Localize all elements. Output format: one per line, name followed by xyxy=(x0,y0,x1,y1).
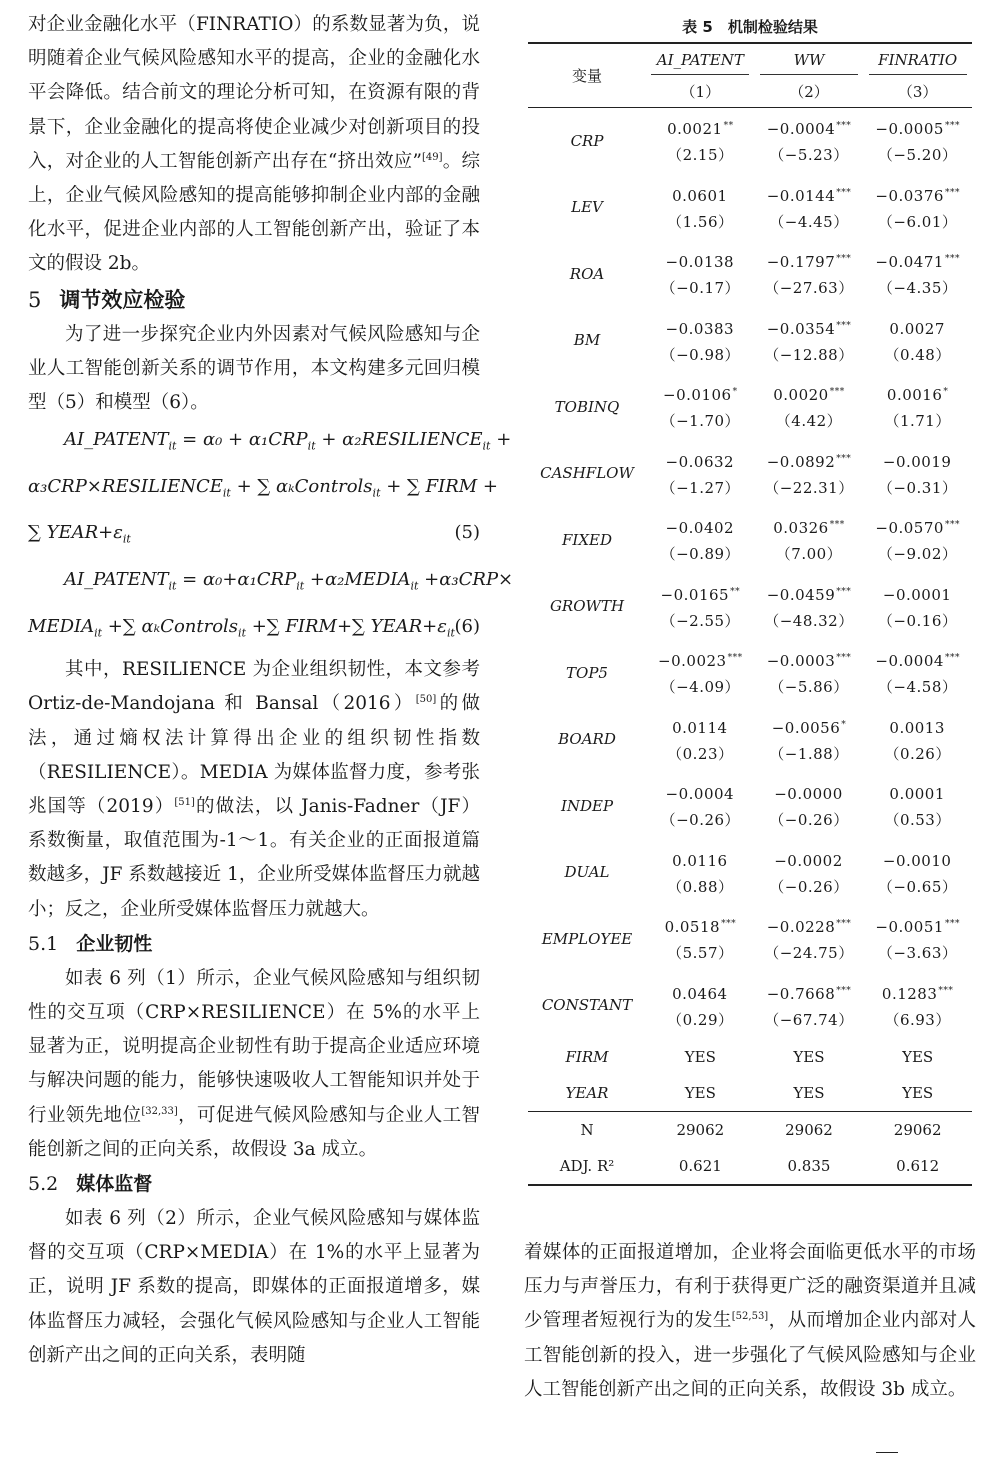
significance-stars: * xyxy=(841,719,847,730)
significance-stars: *** xyxy=(836,586,852,597)
table-row xyxy=(528,706,972,773)
section-heading-5-1 xyxy=(28,927,480,962)
coefficient: −0.0004 xyxy=(875,652,944,671)
t-statistic: （−0.26） xyxy=(769,811,849,830)
variable-name: FIXED xyxy=(562,530,612,549)
table-row xyxy=(528,107,972,174)
coefficient: 0.0020 xyxy=(773,386,829,405)
coefficient-cell xyxy=(646,972,755,1039)
coefficient-cell xyxy=(863,839,972,906)
t-statistic: （−24.75） xyxy=(764,944,854,963)
section-title: 媒体监督 xyxy=(76,1173,153,1196)
fixed-effect-value: YES xyxy=(793,1047,825,1066)
significance-stars: *** xyxy=(836,919,852,930)
coefficient-cell xyxy=(863,241,972,308)
table-row xyxy=(528,174,972,241)
coefficient-cell xyxy=(755,640,864,707)
results-table xyxy=(528,42,972,1186)
column-header: FINRATIO xyxy=(863,43,972,77)
coefficient-cell xyxy=(755,906,864,973)
variable-name: BM xyxy=(573,331,601,350)
fixed-effect-value: YES xyxy=(684,1047,716,1066)
t-statistic: （−0.16） xyxy=(877,611,958,630)
coefficient: −0.0138 xyxy=(665,253,735,272)
table-row xyxy=(528,573,972,640)
paragraph-text: 。综上，企业气候风险感知的提高能够抑制企业内部的金融化水平，促进企业内部的人工智能创新产出，验证了本文的假设 2b。 xyxy=(28,150,480,275)
coefficient-cell xyxy=(646,374,755,441)
coefficient-cell xyxy=(755,241,864,308)
coefficient-cell xyxy=(646,906,755,973)
variable-name: ROA xyxy=(569,264,605,283)
statistic-value: 0.621 xyxy=(678,1156,722,1175)
coefficient-cell xyxy=(755,107,864,174)
coefficient: 0.0021 xyxy=(667,120,723,139)
significance-stars: *** xyxy=(829,520,845,531)
significance-stars: * xyxy=(732,387,738,398)
coefficient-cell xyxy=(863,374,972,441)
significance-stars: * xyxy=(943,387,949,398)
equation-5 xyxy=(28,420,512,560)
coefficient-cell xyxy=(755,374,864,441)
mechanism-test-table xyxy=(528,12,972,1186)
t-statistic: （−67.74） xyxy=(764,1010,854,1029)
coefficient: −0.0019 xyxy=(882,452,952,471)
coefficient-cell xyxy=(755,773,864,840)
t-statistic: （−9.02） xyxy=(877,545,958,564)
equation-number: (5) xyxy=(454,522,480,544)
coefficient: −0.0106 xyxy=(663,386,732,405)
coefficient-cell xyxy=(863,640,972,707)
significance-stars: ** xyxy=(730,586,741,597)
statistic-value: 0.612 xyxy=(896,1156,940,1175)
equation-line: $AI\_PATENT_{it} = \alpha_0 + \alpha_1CRP_{it}$ + $\alpha_2RESILIENCE_{it}$ + xyxy=(64,429,512,453)
significance-stars: *** xyxy=(944,919,960,930)
section-title: 企业韧性 xyxy=(76,932,153,955)
t-statistic: （−1.88） xyxy=(769,744,849,763)
variable-name: CASHFLOW xyxy=(540,464,634,483)
coefficient: −0.0570 xyxy=(875,519,944,538)
t-statistic: （−12.88） xyxy=(764,345,854,364)
variable-name: GROWTH xyxy=(549,597,625,616)
significance-stars: ** xyxy=(723,121,734,132)
significance-stars: *** xyxy=(836,985,852,996)
page-footer-rule xyxy=(876,1452,898,1453)
variable-name: LEV xyxy=(571,198,603,217)
fixed-effect-value: YES xyxy=(902,1047,934,1066)
coefficient: −0.0228 xyxy=(766,918,836,937)
citation: [52,53] xyxy=(731,1311,769,1323)
coefficient: 0.0013 xyxy=(889,718,945,737)
coefficient: 0.0518 xyxy=(664,918,721,937)
t-statistic: （−5.20） xyxy=(877,146,958,165)
t-statistic: （2.15） xyxy=(667,146,734,165)
equation-line: $\alpha_3CRP\times RESILIENCE_{it}$ + ∑ αₖControls$_{it}$ + ∑ FIRM + xyxy=(28,475,498,500)
coefficient: −0.0056 xyxy=(771,718,841,737)
table-row xyxy=(528,307,972,374)
coefficient: −0.0010 xyxy=(882,851,952,870)
coefficient-cell xyxy=(863,107,972,174)
statistic-value: 29062 xyxy=(755,1111,864,1148)
coefficient: −0.1797 xyxy=(766,253,836,272)
citation: [51] xyxy=(174,796,195,808)
coefficient-cell xyxy=(863,174,972,241)
coefficient: −0.0002 xyxy=(774,851,843,870)
significance-stars: *** xyxy=(944,653,960,664)
table-body xyxy=(528,107,972,1185)
coefficient: 0.1283 xyxy=(881,984,938,1003)
coefficient: −0.0003 xyxy=(766,652,836,671)
statistic-row xyxy=(528,1148,972,1185)
fixed-effect-value: YES xyxy=(793,1083,825,1102)
section-number: 5.2 xyxy=(28,1173,59,1196)
coefficient: 0.0116 xyxy=(672,851,728,870)
t-statistic: （−0.98） xyxy=(660,345,741,364)
paragraph-model-intro: 为了进一步探究企业内外因素对气候风险感知与企业人工智能创新关系的调节作用，本文构建多元回归模型（5）和模型（6）。 xyxy=(28,323,480,414)
t-statistic: （−0.26） xyxy=(660,811,741,830)
t-statistic: （−4.45） xyxy=(769,212,849,231)
coefficient-cell xyxy=(755,706,864,773)
table-row xyxy=(528,241,972,308)
coefficient-cell xyxy=(863,706,972,773)
table-row xyxy=(528,640,972,707)
t-statistic: （5.57） xyxy=(667,944,734,963)
equation-line: ∑ $YEAR+\varepsilon_{it}$ (5) xyxy=(28,513,480,560)
coefficient-cell xyxy=(755,174,864,241)
coefficient: −0.0005 xyxy=(875,120,944,139)
t-statistic: （−0.31） xyxy=(877,478,958,497)
table-row xyxy=(528,972,972,1039)
significance-stars: *** xyxy=(721,919,737,930)
paragraph-media: 如表 6 列（2）所示，企业气候风险感知与媒体监督的交互项（CRP×MEDIA）在 1%的水平上显著为正，说明 JF 系数的提高，即媒体的正面报道增多，媒体监督压力减轻，会强化气候风险感知与企业人工智能创新产出之间的正向关系，表明随 xyxy=(28,1208,480,1366)
paragraph-resilience: 如表 6 列（1）所示，企业气候风险感知与组织韧性的交互项（CRP×RESILIENCE）在 5%的水平上显著为正，说明提高企业韧性有助于提高企业适应环境与解决问题的能力，能够快速吸收人工智能知识并处于行业领先地位[32,33]，可促进气候风险感知与企业人工智能创新之间的正向关系，故假设 3a 成立。 xyxy=(28,967,480,1160)
coefficient: 0.0114 xyxy=(672,718,728,737)
citation: [50] xyxy=(415,694,437,706)
coefficient: −0.0459 xyxy=(766,585,836,604)
significance-stars: *** xyxy=(836,453,852,464)
significance-stars: *** xyxy=(944,520,960,531)
coefficient: −0.0051 xyxy=(875,918,944,937)
coefficient: −0.0383 xyxy=(665,319,735,338)
paragraph-text: 对企业金融化水平（FINRATIO）的系数显著为负，说明随着企业气候风险感知水平的提高，企业的金融化水平会降低。结合前文的理论分析可知，在资源有限的背景下，企业金融化的提高将使企业减少对创新项目的投入，对企业的人工智能创新产出存在“挤出效应” xyxy=(28,14,480,172)
section-heading-5-2 xyxy=(28,1167,480,1202)
coefficient-cell xyxy=(646,241,755,308)
t-statistic: （−3.63） xyxy=(877,944,958,963)
coefficient-cell xyxy=(755,972,864,1039)
significance-stars: *** xyxy=(836,653,852,664)
t-statistic: （6.93） xyxy=(884,1010,951,1029)
fixed-effect-value: YES xyxy=(902,1083,934,1102)
coefficient-cell xyxy=(755,839,864,906)
coefficient: −0.0354 xyxy=(766,319,836,338)
t-statistic: （−0.89） xyxy=(660,545,741,564)
variable-name: DUAL xyxy=(564,863,610,882)
t-statistic: （−27.63） xyxy=(764,279,854,298)
coefficient: −0.0004 xyxy=(665,785,735,804)
t-statistic: （0.88） xyxy=(667,877,734,896)
coefficient-cell xyxy=(646,640,755,707)
variable-name: CRP xyxy=(528,107,646,174)
column-number: （2） xyxy=(789,82,829,101)
coefficient: −0.0004 xyxy=(766,120,836,139)
coefficient: −0.0632 xyxy=(665,452,735,471)
coefficient: 0.0326 xyxy=(773,519,829,538)
coefficient-cell xyxy=(863,440,972,507)
t-statistic: （1.56） xyxy=(667,212,734,231)
t-statistic: （−5.23） xyxy=(769,146,849,165)
statistic-name: N xyxy=(528,1111,646,1148)
coefficient-cell xyxy=(755,573,864,640)
statistic-value: 29062 xyxy=(863,1111,972,1148)
variable-name: YEAR xyxy=(565,1083,609,1102)
coefficient-cell xyxy=(646,706,755,773)
significance-stars: *** xyxy=(727,653,743,664)
t-statistic: （1.71） xyxy=(884,412,951,431)
variable-name: TOP5 xyxy=(566,663,608,682)
t-statistic: （−48.32） xyxy=(764,611,854,630)
t-statistic: （7.00） xyxy=(775,545,843,564)
coefficient-cell xyxy=(646,773,755,840)
significance-stars: *** xyxy=(836,254,852,265)
t-statistic: （0.23） xyxy=(667,744,734,763)
significance-stars: *** xyxy=(944,121,960,132)
fixed-effect-value: YES xyxy=(684,1083,716,1102)
t-statistic: （−0.26） xyxy=(769,877,849,896)
coefficient: −0.0471 xyxy=(875,253,944,272)
coefficient-cell xyxy=(863,307,972,374)
coefficient: 0.0016 xyxy=(886,386,943,405)
statistic-value: 29062 xyxy=(646,1111,755,1148)
coefficient-cell xyxy=(646,107,755,174)
coefficient-cell xyxy=(646,507,755,574)
coefficient-cell xyxy=(646,440,755,507)
t-statistic: （0.26） xyxy=(884,744,951,763)
t-statistic: （−22.31） xyxy=(764,478,854,497)
fixed-effect-row xyxy=(528,1039,972,1075)
t-statistic: （−0.17） xyxy=(660,279,741,298)
coefficient: −0.0144 xyxy=(766,186,836,205)
paragraph-media-continued: 着媒体的正面报道增加，企业将会面临更低水平的市场压力与声誉压力，有利于获得更广泛的融资渠道并且减少管理者短视行为的发生[52,53]，从而增加企业内部对人工智能创新的投入，进一步强化了气候风险感知与企业人工智能创新产出之间的正向关系，故假设 3b 成立。 xyxy=(524,1242,976,1400)
table-row xyxy=(528,440,972,507)
paragraph-variable-definitions: 其中，RESILIENCE 为企业组织韧性，本文参考 Ortiz-de-Mandojana 和 Bansal（2016）[50]的做法，通过熵权法计算得出企业的组织韧性指数（RESILIENCE）。MEDIA 为媒体监督力度，参考张兆国等（2019）[51]的做法，以 Janis-Fadner（JF）系数衡量，取值范围为-1～1。有关企业的正面报道篇数越多，JF 系数越接近 1，企业所受媒体监督压力就越小；反之，企业所受媒体监督压力就越大。 xyxy=(28,659,480,920)
table-row xyxy=(528,839,972,906)
t-statistic: （−4.58） xyxy=(877,678,958,697)
citation: [49] xyxy=(421,151,443,163)
equation-line: $MEDIA_{it}$ +∑ αₖControls$_{it}$ +∑ FIRM+∑ $YEAR+\varepsilon_{it}$ (6) xyxy=(28,607,480,654)
significance-stars: *** xyxy=(836,121,852,132)
coefficient: −0.0402 xyxy=(665,519,735,538)
coefficient-cell xyxy=(755,307,864,374)
section-number: 5.1 xyxy=(28,932,59,955)
left-column xyxy=(28,8,514,1373)
section-heading-5 xyxy=(28,282,480,318)
t-statistic: （−1.27） xyxy=(660,478,741,497)
t-statistic: （−0.65） xyxy=(877,877,958,896)
t-statistic: （−1.70） xyxy=(660,412,741,431)
coefficient: 0.0464 xyxy=(672,984,728,1003)
t-statistic: （0.48） xyxy=(884,345,951,364)
citation: [32,33] xyxy=(141,1105,178,1117)
fixed-effect-row xyxy=(528,1075,972,1112)
coefficient: 0.0001 xyxy=(889,785,945,804)
t-statistic: （−2.55） xyxy=(660,611,741,630)
coefficient-cell xyxy=(646,174,755,241)
table-row xyxy=(528,507,972,574)
coefficient-cell xyxy=(646,839,755,906)
coefficient: −0.0165 xyxy=(660,585,730,604)
variable-header: 变量 xyxy=(571,66,602,85)
variable-name: BOARD xyxy=(558,730,616,749)
table-row xyxy=(528,773,972,840)
coefficient-cell xyxy=(863,573,972,640)
table-row xyxy=(528,374,972,441)
significance-stars: *** xyxy=(836,320,852,331)
coefficient: −0.0376 xyxy=(875,186,944,205)
coefficient-cell xyxy=(646,307,755,374)
coefficient: −0.0000 xyxy=(774,785,843,804)
variable-name: CONSTANT xyxy=(541,996,633,1015)
significance-stars: *** xyxy=(944,254,960,265)
column-header: AI_PATENT xyxy=(646,43,755,77)
table-title: 表 5 机制检验结果 xyxy=(682,18,818,36)
column-number: （1） xyxy=(680,82,721,101)
statistic-row xyxy=(528,1111,972,1148)
coefficient: −0.0001 xyxy=(882,585,952,604)
t-statistic: （0.29） xyxy=(667,1010,734,1029)
significance-stars: *** xyxy=(944,187,960,198)
coefficient: −0.0023 xyxy=(658,652,727,671)
t-statistic: （0.53） xyxy=(884,811,951,830)
equation-number: (6) xyxy=(454,615,480,637)
significance-stars: *** xyxy=(829,387,845,398)
t-statistic: （−4.35） xyxy=(877,279,958,298)
coefficient: −0.0892 xyxy=(766,452,836,471)
equation-6 xyxy=(28,560,514,653)
coefficient-cell xyxy=(863,773,972,840)
equation-line: $AI\_PATENT_{it} = \alpha_0+\alpha_1CRP_{it}$ $+\alpha_2MEDIA_{it} +\alpha_3CRP\times$ xyxy=(64,569,514,593)
t-statistic: （−4.09） xyxy=(660,678,741,697)
coefficient-cell xyxy=(863,972,972,1039)
t-statistic: （4.42） xyxy=(775,412,843,431)
coefficient-cell xyxy=(755,440,864,507)
right-column-text xyxy=(524,1236,976,1407)
column-header: WW xyxy=(755,43,864,77)
coefficient: 0.0027 xyxy=(889,319,945,338)
section-title: 调节效应检验 xyxy=(59,287,186,312)
t-statistic: （−5.86） xyxy=(769,678,849,697)
column-number: （3） xyxy=(897,82,938,101)
variable-name: EMPLOYEE xyxy=(541,929,633,948)
statistic-value: 0.835 xyxy=(787,1156,831,1175)
variable-name: TOBINQ xyxy=(554,397,620,416)
coefficient-cell xyxy=(755,507,864,574)
coefficient: 0.0601 xyxy=(672,186,728,205)
t-statistic: （−6.01） xyxy=(877,212,958,231)
coefficient-cell xyxy=(646,573,755,640)
significance-stars: *** xyxy=(836,187,852,198)
section-number: 5 xyxy=(28,287,42,312)
paragraph-finratio-conclusion xyxy=(28,8,480,282)
table-row xyxy=(528,906,972,973)
coefficient-cell xyxy=(863,906,972,973)
variable-name: FIRM xyxy=(565,1047,609,1066)
statistic-name: ADJ. R² xyxy=(559,1156,615,1175)
significance-stars: *** xyxy=(938,985,954,996)
variable-name: INDEP xyxy=(560,796,614,815)
coefficient: −0.7668 xyxy=(766,984,836,1003)
coefficient-cell xyxy=(863,507,972,574)
